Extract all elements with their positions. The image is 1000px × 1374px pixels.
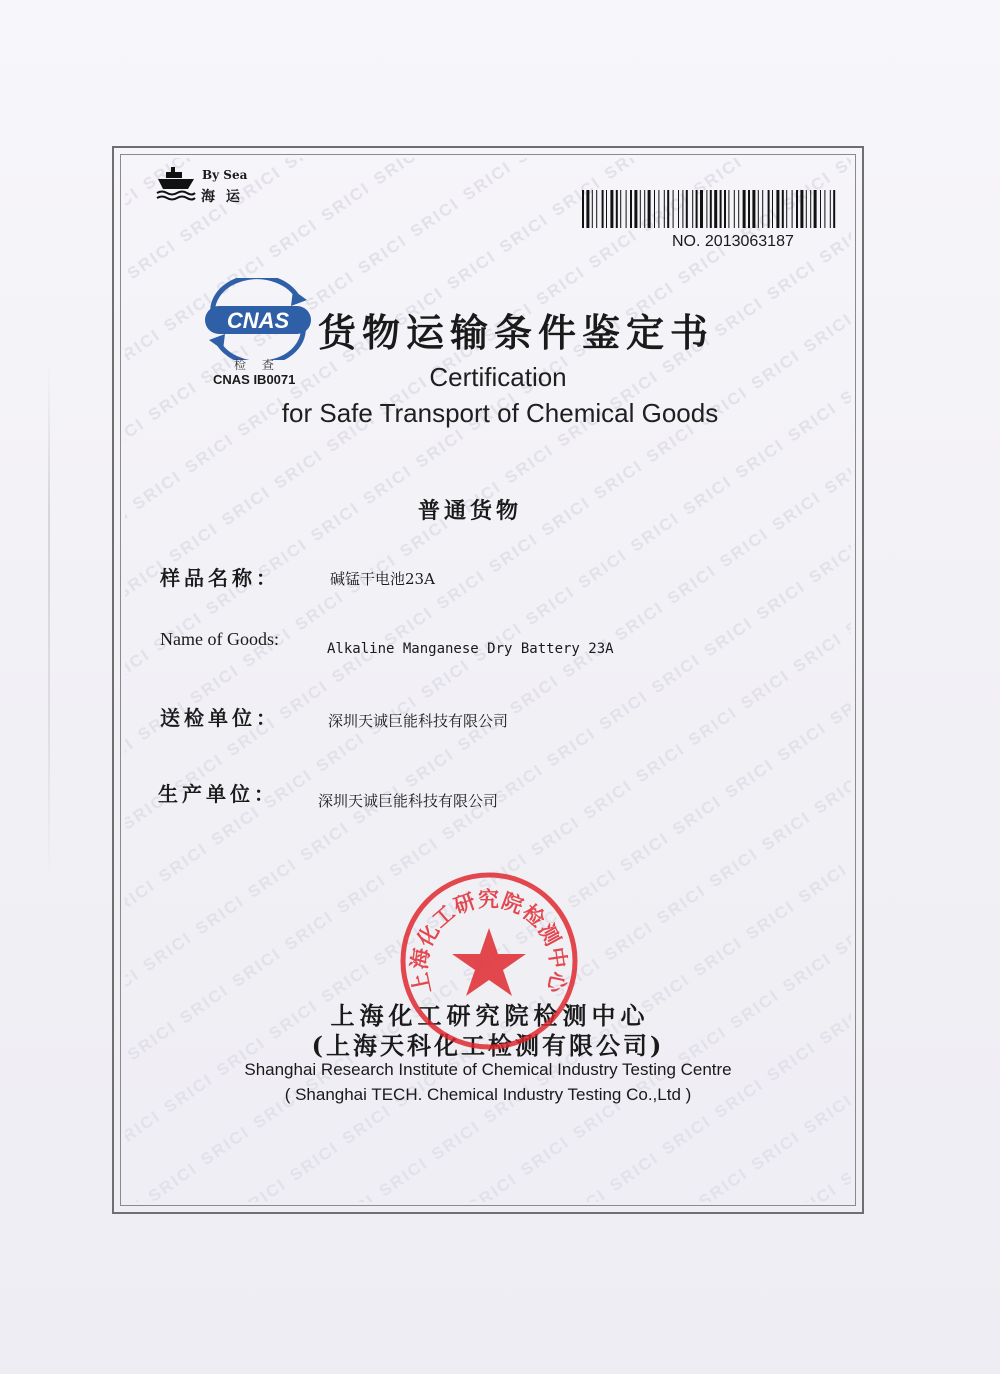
barcode-bar <box>824 190 825 228</box>
barcode-bar <box>692 190 693 228</box>
barcode-bar <box>640 190 641 228</box>
barcode-bar <box>678 190 679 228</box>
barcode-bar <box>833 190 835 228</box>
shipping-mode-cn: 海 运 <box>201 189 243 205</box>
ship-icon <box>155 165 197 201</box>
barcode-bar <box>792 190 793 228</box>
barcode-bar <box>738 190 739 228</box>
barcode-bar <box>626 190 627 228</box>
barcode-bar <box>648 190 651 228</box>
barcode-bar <box>610 190 613 228</box>
goods-category: 普通货物 <box>417 498 522 524</box>
barcode-bar <box>714 190 717 228</box>
submitter-value: 深圳天诚巨能科技有限公司 <box>328 712 509 730</box>
shipping-mode-en: By Sea <box>202 168 248 182</box>
barcode-bar <box>664 190 665 228</box>
barcode-bar <box>686 190 688 228</box>
barcode-bar <box>596 190 597 228</box>
certificate-number: NO. 2013063187 <box>672 233 794 250</box>
barcode-bar <box>616 190 618 228</box>
barcode-bar <box>673 190 674 228</box>
issuer-name-cn: 上海化工研究院检测中心 <box>330 1001 650 1030</box>
title-english-line1 <box>0 362 998 393</box>
barcode-bar <box>782 190 784 228</box>
goods-name-label: Name of Goods: <box>160 629 279 649</box>
barcode-bar <box>806 190 807 228</box>
barcode-bar <box>800 190 803 228</box>
barcode-bar <box>830 190 831 228</box>
issuer-name-cn-sub: (上海天科化工检测有限公司) <box>311 1031 665 1060</box>
cnas-logo-icon <box>195 278 321 360</box>
barcode-bar <box>814 190 817 228</box>
cnas-logo-text: CNAS <box>226 308 290 333</box>
title-chinese: 货物运输条件鉴定书 <box>318 310 715 355</box>
barcode-bar <box>582 190 584 228</box>
barcode-bar <box>820 190 821 228</box>
barcode-bar <box>762 190 763 228</box>
issuer-name-en: Shanghai Research Institute of Chemical Industry Testing Centre <box>244 1060 732 1079</box>
barcode-bar <box>772 190 773 228</box>
sample-name-value: 碱锰干电池23A <box>330 570 435 588</box>
cnas-code: CNAS IB0071 <box>213 372 296 387</box>
barcode-bar <box>696 190 698 228</box>
barcode-bar <box>620 190 621 228</box>
official-seal-stamp <box>394 866 584 1056</box>
title-english-line1-text: Certification <box>429 362 567 392</box>
barcode-bar <box>682 190 683 228</box>
barcode-bar <box>706 190 707 228</box>
barcode-bar <box>724 190 726 228</box>
barcode-bar <box>634 190 637 228</box>
barcode-bar <box>752 190 755 228</box>
barcode-bar <box>592 190 593 228</box>
barcode-bar <box>586 190 589 228</box>
barcode-bar <box>700 190 703 228</box>
barcode-bar <box>630 190 632 228</box>
barcode-bar <box>786 190 787 228</box>
barcode-bar <box>667 190 669 228</box>
barcode-bar <box>743 190 746 228</box>
barcode-bar <box>710 190 712 228</box>
barcode-bar <box>720 190 722 228</box>
sample-name-label: 样品名称： <box>160 566 280 590</box>
manufacturer-value: 深圳天诚巨能科技有限公司 <box>318 792 499 810</box>
title-english-line2: for Safe Transport of Chemical Goods <box>281 398 719 428</box>
barcode-bar <box>658 190 659 228</box>
barcode-bar <box>644 190 645 228</box>
barcode-bar <box>810 190 811 228</box>
issuer-name-en-sub: ( Shanghai TECH. Chemical Industry Testing Co.,Ltd ) <box>284 1085 692 1104</box>
barcode <box>580 190 838 228</box>
cnas-sub-label: 检 查 <box>234 358 280 372</box>
barcode-bar <box>606 190 607 228</box>
seal-text: 上海化工研究院检测中心 <box>406 886 572 997</box>
barcode-bar <box>654 190 655 228</box>
barcode-bar <box>776 190 779 228</box>
barcode-bar <box>768 190 770 228</box>
goods-name-value: Alkaline Manganese Dry Battery 23A <box>327 641 614 657</box>
paper-fold <box>48 360 50 880</box>
submitter-label: 送检单位： <box>160 706 280 730</box>
barcode-bar <box>748 190 750 228</box>
barcode-bar <box>796 190 798 228</box>
barcode-bar <box>728 190 729 228</box>
barcode-bar <box>734 190 735 228</box>
manufacturer-label: 生产单位： <box>158 782 278 806</box>
barcode-bar <box>758 190 759 228</box>
barcode-bar <box>602 190 604 228</box>
